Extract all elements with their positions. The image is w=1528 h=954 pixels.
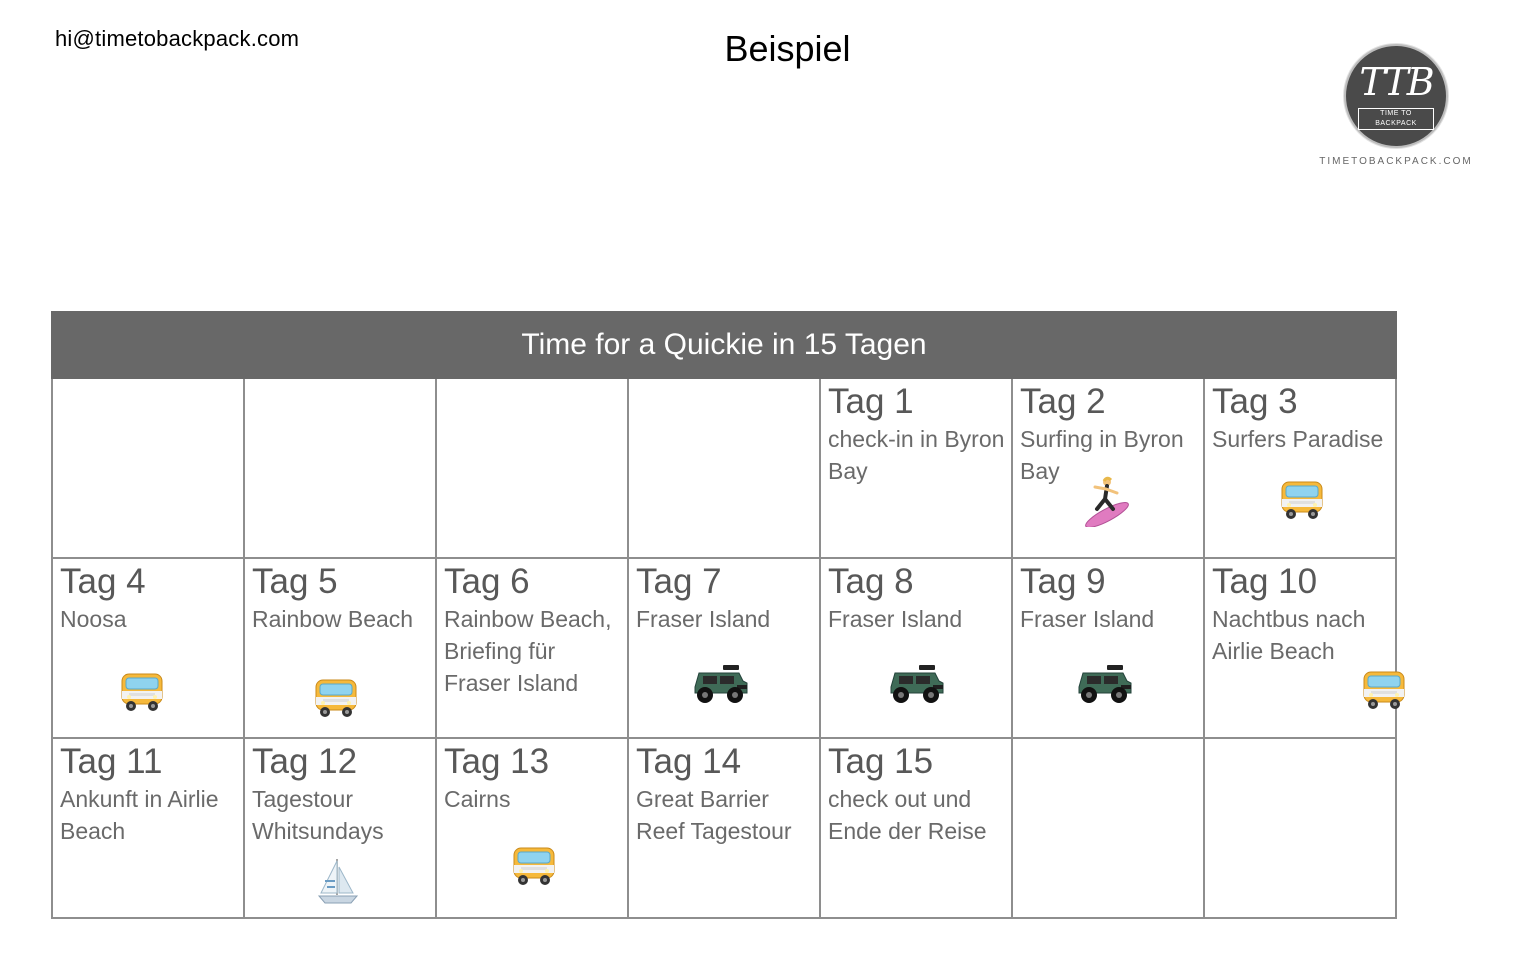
day-description: Nachtbus nach Airlie Beach bbox=[1212, 606, 1366, 664]
calendar-week-row bbox=[52, 558, 1396, 738]
day-cell bbox=[244, 558, 436, 738]
jeep-icon bbox=[885, 663, 947, 705]
day-cell bbox=[436, 738, 628, 918]
day-label: Tag 4 bbox=[60, 562, 146, 601]
day-description: Fraser Island bbox=[1020, 606, 1155, 632]
day-label: Tag 12 bbox=[252, 742, 358, 781]
bus-icon bbox=[511, 845, 557, 887]
day-description: Ankunft in Airlie Beach bbox=[60, 786, 219, 844]
day-content bbox=[629, 559, 819, 635]
calendar-body bbox=[52, 378, 1396, 918]
day-label: Tag 9 bbox=[1020, 562, 1106, 601]
day-description: Surfers Paradise bbox=[1212, 426, 1384, 452]
day-cell bbox=[1012, 558, 1204, 738]
day-cell bbox=[436, 558, 628, 738]
day-label: Tag 13 bbox=[444, 742, 550, 781]
surfer-icon bbox=[1083, 475, 1135, 527]
day-content bbox=[53, 739, 243, 847]
day-content bbox=[1013, 559, 1203, 635]
day-content bbox=[437, 739, 627, 815]
day-content bbox=[1013, 379, 1203, 487]
day-description: check out und Ende der Reise bbox=[828, 786, 987, 844]
day-content bbox=[1205, 559, 1395, 667]
day-label: Tag 15 bbox=[828, 742, 934, 781]
day-label: Tag 14 bbox=[636, 742, 742, 781]
day-cell bbox=[1204, 378, 1396, 558]
day-description: Tagestour Whitsundays bbox=[252, 786, 384, 844]
day-content bbox=[245, 739, 435, 847]
day-cell bbox=[628, 558, 820, 738]
empty-day-cell bbox=[244, 378, 436, 558]
day-description: Surfing in Byron Bay bbox=[1020, 426, 1184, 484]
day-description: check-in in Byron Bay bbox=[828, 426, 1005, 484]
empty-day-cell bbox=[1204, 738, 1396, 918]
day-content bbox=[821, 739, 1011, 847]
empty-day-cell bbox=[628, 378, 820, 558]
itinerary-calendar bbox=[51, 311, 1397, 919]
day-cell bbox=[820, 558, 1012, 738]
day-label: Tag 8 bbox=[828, 562, 914, 601]
day-description: Great Barrier Reef Tagestour bbox=[636, 786, 792, 844]
day-cell bbox=[244, 738, 436, 918]
day-content bbox=[437, 559, 627, 699]
day-description: Rainbow Beach, Briefing für Fraser Island bbox=[444, 606, 612, 696]
day-cell bbox=[1204, 558, 1396, 738]
empty-day-cell bbox=[436, 378, 628, 558]
bus-icon bbox=[1279, 479, 1325, 521]
day-label: Tag 7 bbox=[636, 562, 722, 601]
day-label: Tag 6 bbox=[444, 562, 530, 601]
logo-url: TIMETOBACKPACK.COM bbox=[1319, 156, 1473, 167]
logo-subtitle: TIME TO BACKPACK bbox=[1358, 108, 1434, 130]
day-content bbox=[1205, 379, 1395, 455]
empty-day-cell bbox=[52, 378, 244, 558]
bus-icon bbox=[119, 671, 165, 713]
day-content bbox=[629, 739, 819, 847]
day-content bbox=[245, 559, 435, 635]
day-content bbox=[821, 559, 1011, 635]
calendar-title: Time for a Quickie in 15 Tagen bbox=[52, 312, 1396, 378]
logo-mark: TTB bbox=[1359, 60, 1433, 104]
day-cell bbox=[820, 378, 1012, 558]
bus-icon bbox=[1361, 669, 1407, 711]
day-label: Tag 5 bbox=[252, 562, 338, 601]
day-label: Tag 3 bbox=[1212, 382, 1298, 421]
day-cell bbox=[52, 558, 244, 738]
day-cell bbox=[820, 738, 1012, 918]
contact-email: hi@timetobackpack.com bbox=[55, 26, 300, 51]
day-description: Cairns bbox=[444, 786, 511, 812]
day-label: Tag 2 bbox=[1020, 382, 1106, 421]
day-description: Fraser Island bbox=[636, 606, 771, 632]
day-label: Tag 10 bbox=[1212, 562, 1318, 601]
page-title: Beispiel bbox=[724, 28, 851, 69]
day-content bbox=[53, 559, 243, 635]
logo-badge bbox=[1344, 44, 1448, 148]
empty-day-cell bbox=[1012, 738, 1204, 918]
day-cell bbox=[628, 738, 820, 918]
day-cell bbox=[52, 738, 244, 918]
bus-icon bbox=[313, 677, 359, 719]
jeep-icon bbox=[1073, 663, 1135, 705]
calendar-week-row bbox=[52, 738, 1396, 918]
day-description: Fraser Island bbox=[828, 606, 963, 632]
day-cell bbox=[1012, 378, 1204, 558]
jeep-icon bbox=[689, 663, 751, 705]
day-label: Tag 1 bbox=[828, 382, 914, 421]
day-content bbox=[821, 379, 1011, 487]
sailboat-icon bbox=[315, 857, 361, 907]
day-description: Noosa bbox=[60, 606, 127, 632]
calendar-week-row bbox=[52, 378, 1396, 558]
brand-logo bbox=[1318, 44, 1474, 167]
day-label: Tag 11 bbox=[60, 742, 163, 781]
day-description: Rainbow Beach bbox=[252, 606, 414, 632]
